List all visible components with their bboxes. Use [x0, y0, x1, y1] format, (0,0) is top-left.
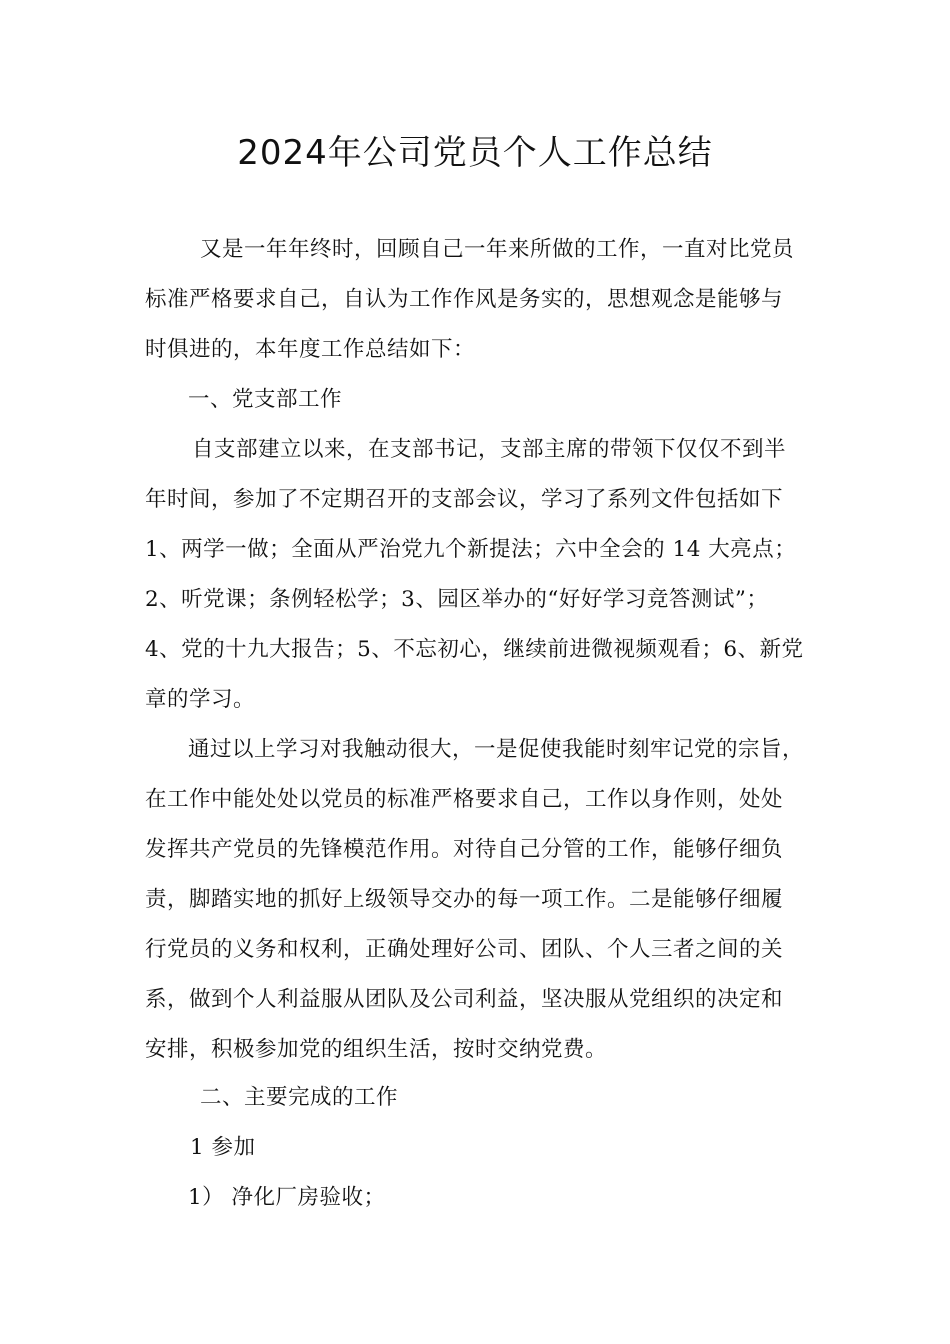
list-item: 1） 净化厂房验收； — [188, 1185, 386, 1210]
list-item: 1 参加 — [190, 1135, 256, 1160]
section-heading: 二、主要完成的工作 — [200, 1085, 399, 1110]
paragraph-line: 标准严格要求自己，自认为工作作风是务实的，思想观念是能够与 — [145, 287, 784, 312]
paragraph-line: 责，脚踏实地的抓好上级领导交办的每一项工作。二是能够仔细履 — [145, 887, 784, 912]
paragraph-line: 又是一年年终时，回顾自己一年来所做的工作，一直对比党员 — [200, 237, 795, 262]
paragraph-line: 2、听党课；条例轻松学；3、园区举办的“好好学习竞答测试”； — [145, 587, 769, 612]
paragraph-line: 在工作中能处处以党员的标准严格要求自己，工作以身作则，处处 — [145, 787, 784, 812]
paragraph-line: 发挥共产党员的先锋模范作用。对待自己分管的工作，能够仔细负 — [145, 837, 784, 862]
paragraph-line: 行党员的义务和权利，正确处理好公司、团队、个人三者之间的关 — [145, 937, 784, 962]
paragraph-line: 系，做到个人利益服从团队及公司利益，坚决服从党组织的决定和 — [145, 987, 784, 1012]
section-heading: 一、党支部工作 — [188, 387, 343, 412]
paragraph-line: 安排，积极参加党的组织生活，按时交纳党费。 — [145, 1037, 608, 1062]
paragraph-line: 年时间，参加了不定期召开的支部会议，学习了系列文件包括如下 — [145, 487, 784, 512]
paragraph-line: 通过以上学习对我触动很大，一是促使我能时刻牢记党的宗旨， — [188, 737, 805, 762]
paragraph-line: 章的学习。 — [145, 687, 256, 712]
paragraph-line: 4、党的十九大报告；5、不忘初心，继续前进微视频观看；6、新党 — [145, 637, 804, 662]
paragraph-line: 1、两学一做；全面从严治党九个新提法；六中全会的 14 大亮点； — [145, 537, 797, 562]
paragraph-line: 自支部建立以来，在支部书记，支部主席的带领下仅仅不到半 — [192, 437, 787, 462]
document-title: 2024年公司党员个人工作总结 — [237, 133, 713, 173]
paragraph-line: 时俱进的，本年度工作总结如下： — [145, 337, 476, 362]
